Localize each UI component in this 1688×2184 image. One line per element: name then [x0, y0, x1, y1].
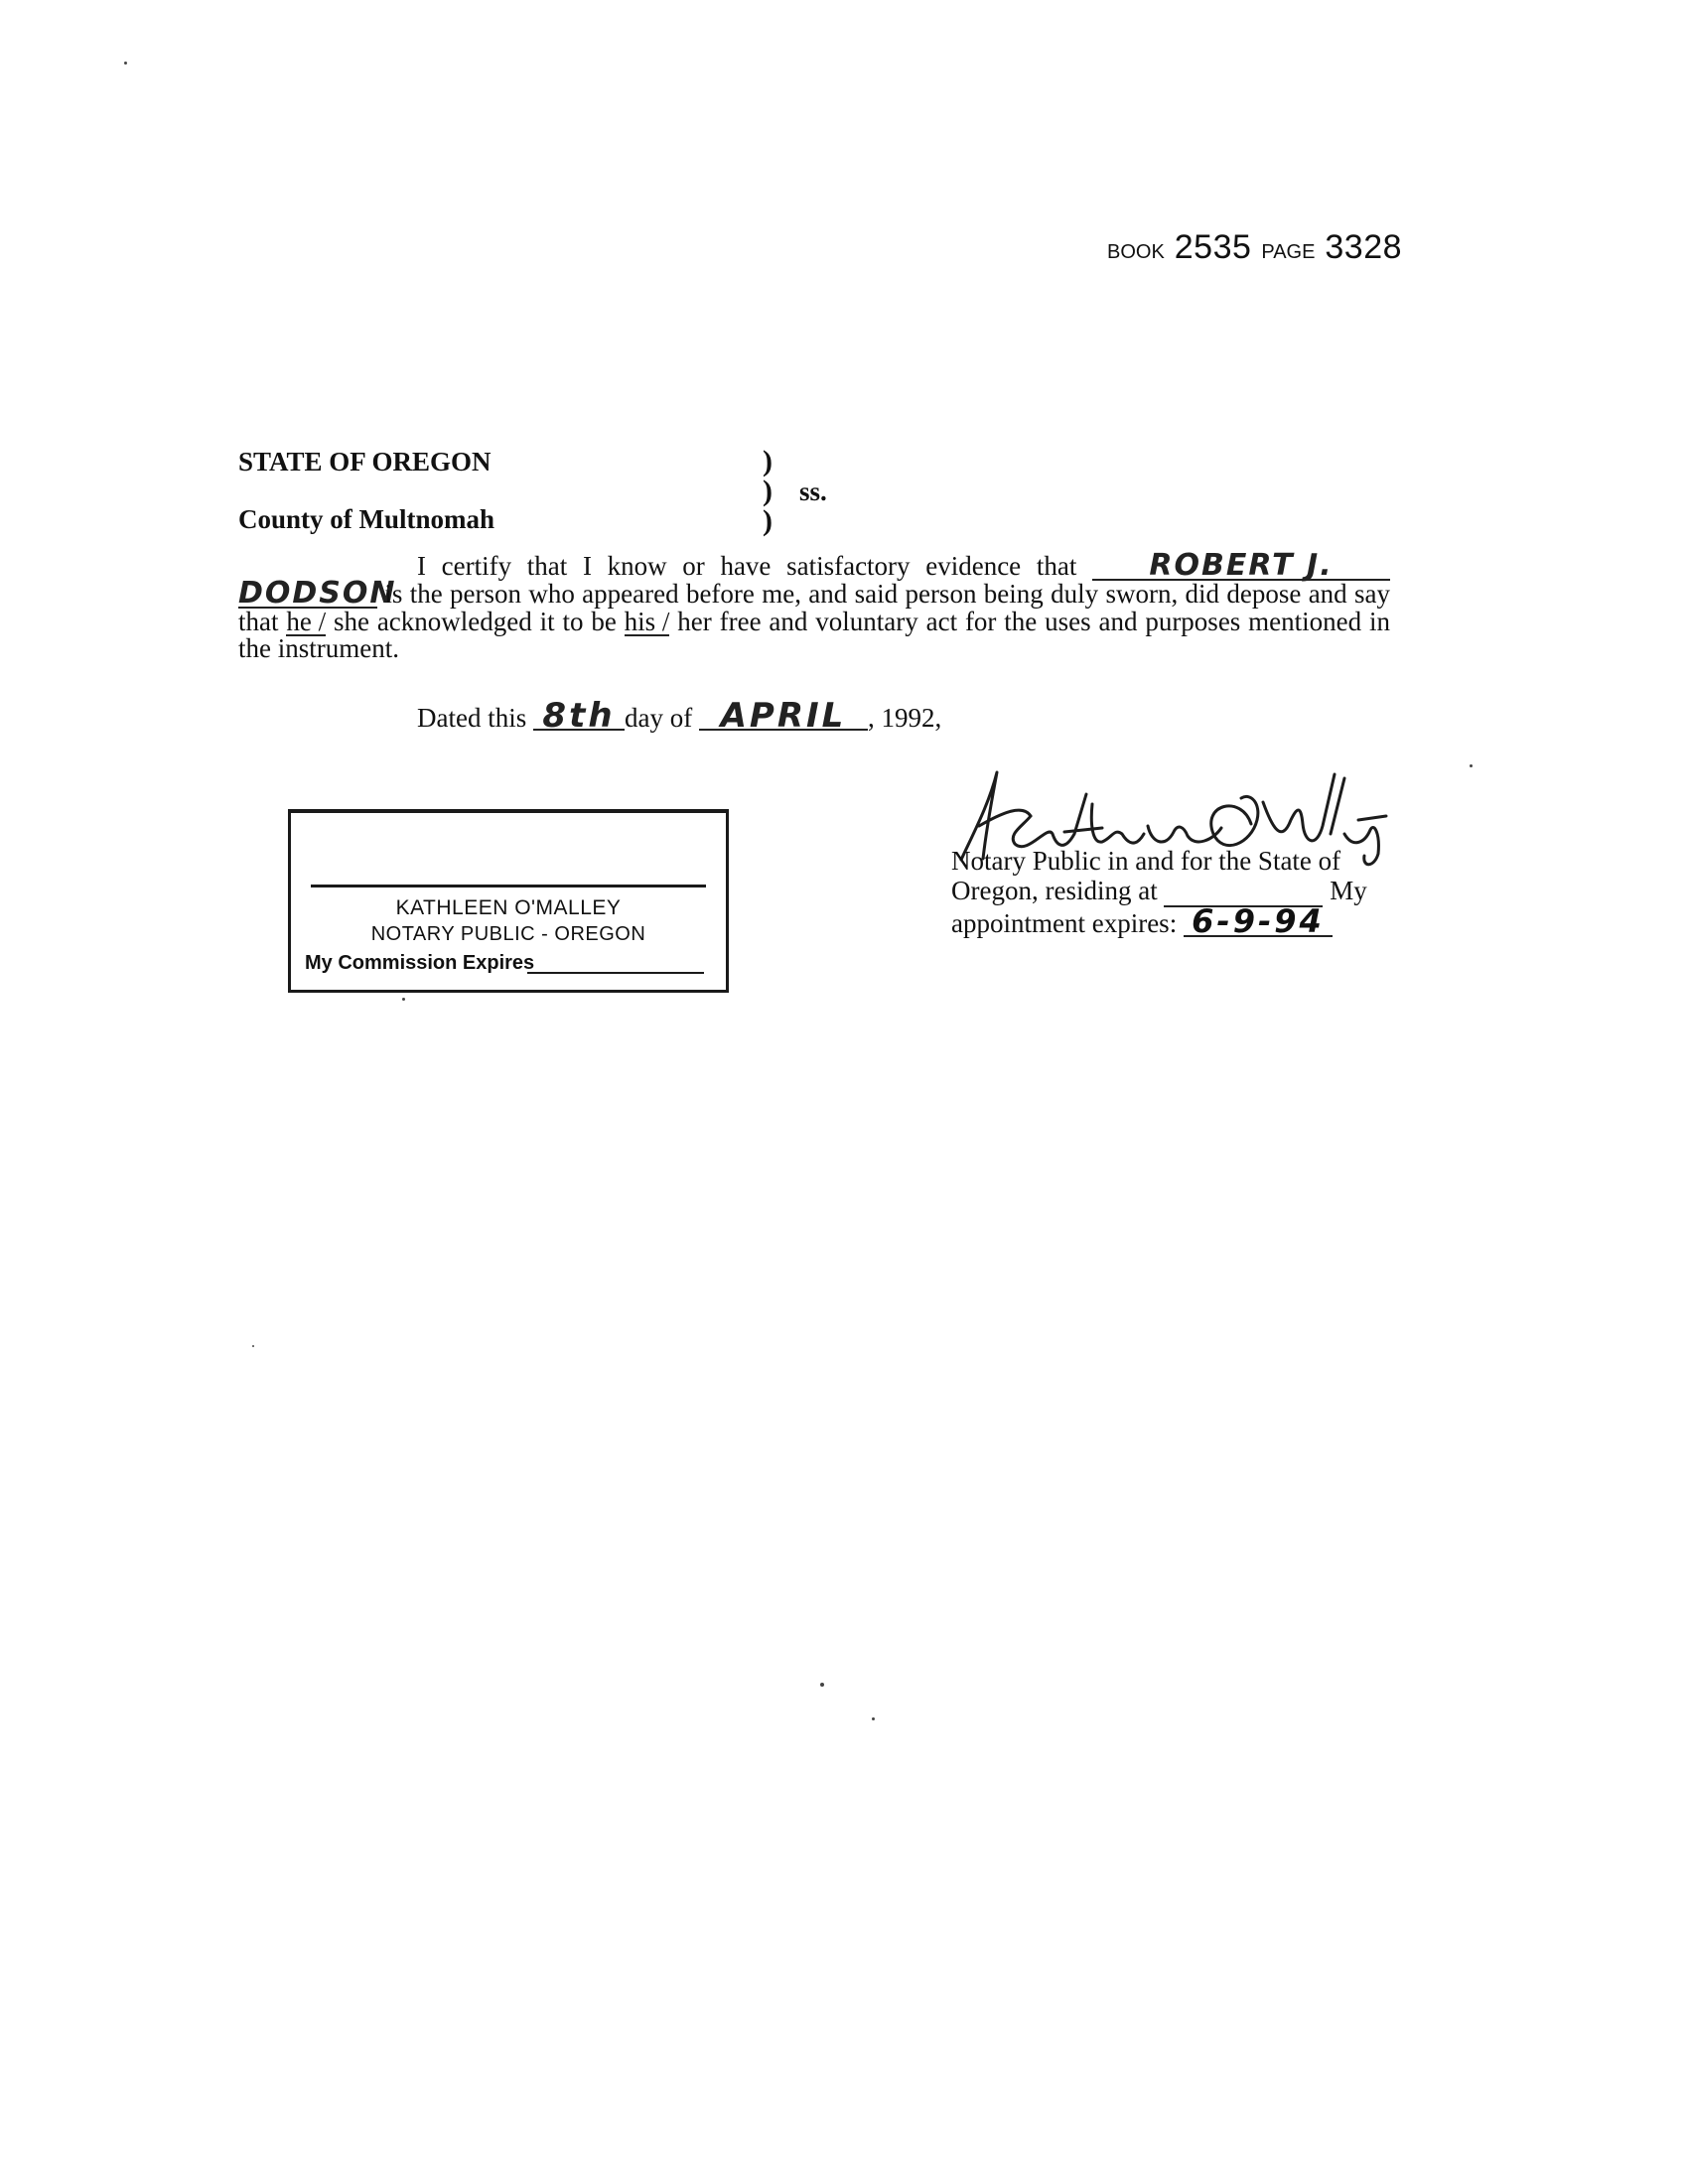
scan-speck: [402, 998, 405, 1001]
notary-block: [951, 846, 1398, 938]
notary-line2-suffix: My: [1330, 876, 1367, 905]
seal-commission-label: My Commission Expires: [305, 952, 535, 974]
certification-intro: I certify that I know or have satisfactory evidence that: [417, 551, 1077, 581]
notary-line3: [951, 902, 1398, 940]
venue-county: County of Multnomah: [238, 504, 495, 534]
dated-prefix: Dated this: [417, 703, 527, 733]
seal-divider: [311, 885, 706, 887]
dated-line: [417, 696, 942, 736]
certification-paragraph: [238, 548, 1391, 663]
book-prefix: BOOK: [1107, 241, 1165, 263]
certification-text-c: her free and voluntary act for the uses and purposes mentioned in the instrument.: [238, 607, 1390, 663]
book-page-reference: [1107, 228, 1402, 267]
venue-state: STATE OF OREGON: [238, 447, 492, 477]
venue-bracket-bottom: ): [763, 504, 773, 537]
venue-bracket-top: ): [763, 445, 773, 478]
notary-expires-label: appointment expires:: [951, 908, 1178, 938]
dated-month: APRIL: [699, 703, 868, 731]
dated-suffix: , 1992,: [867, 703, 942, 733]
scan-speck: [252, 1345, 254, 1347]
venue-bracket-middle: ): [763, 475, 773, 507]
scan-speck: [872, 1717, 875, 1720]
pronoun-he: he /: [286, 607, 327, 636]
notary-expires-date: 6-9-94: [1184, 907, 1333, 937]
page-prefix: PAGE: [1261, 241, 1316, 263]
scan-speck: [124, 62, 127, 65]
seal-notary-title: NOTARY PUBLIC - OREGON: [370, 923, 646, 945]
notary-residing-label: Oregon, residing at: [951, 876, 1158, 905]
dated-day: 8th: [533, 703, 625, 731]
pronoun-his: his /: [624, 607, 670, 636]
book-number: 2535: [1174, 228, 1252, 266]
dated-mid: day of: [624, 703, 693, 733]
notary-line1: Notary Public in and for the State of: [951, 846, 1341, 876]
scan-speck: [820, 1683, 824, 1687]
notary-seal-stamp: [288, 809, 729, 993]
notary-line2: [951, 876, 1398, 907]
scan-speck: [1470, 764, 1473, 767]
seal-commission-line: [527, 972, 704, 974]
page-number: 3328: [1325, 228, 1403, 266]
venue-ss: ss.: [799, 477, 827, 506]
affiant-name-line2: DODSON: [238, 576, 397, 611]
affiant-name-line1: ROBERT J.: [1092, 553, 1390, 581]
certification-text-b: she acknowledged it to be: [333, 607, 617, 636]
seal-notary-name: KATHLEEN O'MALLEY: [395, 896, 622, 919]
certification-text-a: is the person who appeared before me, and said person being duly sworn, did depose and say that: [238, 579, 1391, 636]
